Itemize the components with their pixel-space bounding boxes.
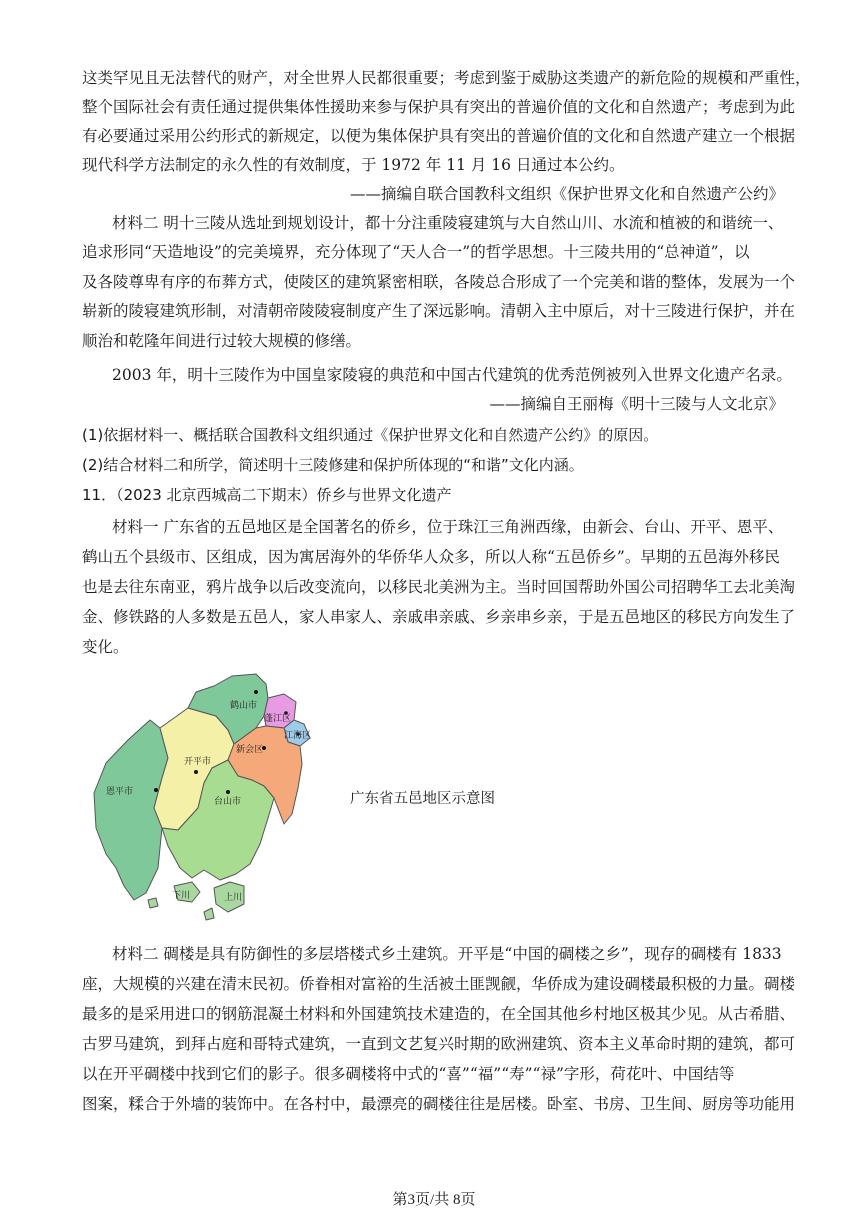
map-region-small-island	[204, 908, 214, 920]
wuyi-region-map	[88, 668, 328, 928]
paragraph-line: 最多的是采用进口的钢筋混凝土材料和外国建筑技术建造的，在全国其他乡村地区极其少见。从古希腊、	[82, 1005, 796, 1023]
question-1: (1)依据材料一、概括联合国教科文组织通过《保护世界文化和自然遗产公约》的原因。	[82, 426, 659, 444]
map-caption: 广东省五邑地区示意图	[350, 791, 495, 807]
question-11-title: 11．（2023 北京西城高二下期末）侨乡与世界文化遗产	[82, 486, 452, 504]
paragraph-line: 这类罕见且无法替代的财产，对全世界人民都很重要；考虑到鉴于威胁这类遗产的新危险的规模和严重性，	[82, 69, 811, 87]
paragraph-line: 追求形同“天造地设”的完美境界，充分体现了“天人合一”的哲学思想。十三陵共用的“总神道”，以	[82, 243, 750, 261]
paragraph-line: 变化。	[82, 638, 129, 656]
paragraph-line: 现代科学方法制定的永久性的有效制度，于 1972 年 11 月 16 日通过本公约。	[82, 156, 625, 174]
map-label-taishan: 台山市	[214, 797, 242, 807]
paragraph-line: 金、修铁路的人多数是五邑人，家人串家人、亲戚串亲戚、乡亲串乡亲，于是五邑地区的移民方向发生了	[82, 608, 796, 626]
source-citation: ——摘编自联合国教科文组织《保护世界文化和自然遗产公约》	[349, 185, 784, 203]
paragraph-line: 及各陵尊卑有序的布葬方式，使陵区的建筑紧密相联，各陵总合形成了一个完美和谐的整体，发展为一个	[82, 273, 796, 291]
question-2: (2)结合材料二和所学，简述明十三陵修建和保护所体现的“和谐”文化内涵。	[82, 456, 584, 474]
paragraph-line: 也是去往东南亚，鸦片战争以后改变流向，以移民北美洲为主。当时回国帮助外国公司招聘华工去北美淘	[82, 578, 796, 596]
map-label-heshan: 鹤山市	[230, 701, 258, 711]
map-label-pengjiang: 蓬江区	[264, 714, 292, 724]
source-citation: ——摘编自王丽梅《明十三陵与人文北京》	[489, 395, 784, 413]
map-region-small-island	[148, 898, 158, 908]
paragraph-line: 材料二 明十三陵从选址到规划设计，都十分注重陵寝建筑与大自然山川、水流和植被的和谐统一、	[112, 214, 784, 232]
page-footer: 第3页/共 8页	[392, 1192, 476, 1208]
paragraph-line: 图案，糅合于外墙的装饰中。在各村中，最漂亮的碉楼往往是居楼。卧室、书房、卫生间、厨房等功能用	[82, 1095, 796, 1113]
paragraph-line: 鹤山五个县级市、区组成，因为寓居海外的华侨华人众多，所以人称“五邑侨乡”。早期的五邑海外移民	[82, 548, 780, 566]
map-label-enping: 恩平市	[106, 787, 134, 797]
paragraph-line: 古罗马建筑，到拜占庭和哥特式建筑，一直到文艺复兴时期的欧洲建筑、资本主义革命时期的建筑，都可	[82, 1035, 796, 1053]
paragraph-line: 座，大规模的兴建在清末民初。侨眷相对富裕的生活被土匪觊觎，华侨成为建设碉楼最积极的力量。碉楼	[82, 975, 796, 993]
map-label-xiachuan: 下川	[172, 891, 191, 901]
paragraph-line: 材料一 广东省的五邑地区是全国著名的侨乡，位于珠江三角洲西缘，由新会、台山、开平、恩平、	[112, 518, 784, 536]
map-label-jianghai: 江海区	[284, 731, 312, 741]
paragraph-line: 顺治和乾隆年间进行过较大规模的修缮。	[82, 332, 362, 350]
paragraph-line: 崭新的陵寝建筑形制，对清朝帝陵陵寝制度产生了深远影响。清朝入主中原后，对十三陵进行保护，并在	[82, 302, 796, 320]
paragraph-line: 有必要通过采用公约形式的新规定，以便为集体保护具有突出的普遍价值的文化和自然遗产建立一个根据	[82, 127, 796, 145]
paragraph-line: 以在开平碉楼中找到它们的影子。很多碉楼将中式的“喜”“福”“寿”“禄”字形，荷花叶、中国结等	[82, 1065, 735, 1083]
paragraph-line: 2003 年，明十三陵作为中国皇家陵寝的典范和中国古代建筑的优秀范例被列入世界文化遗产名录。	[112, 366, 792, 384]
map-label-shangchuan: 上川	[224, 893, 243, 903]
paragraph-line: 整个国际社会有责任通过提供集体性援助来参与保护具有突出的普遍价值的文化和自然遗产；考虑到为此	[82, 98, 796, 116]
map-label-kaiping: 开平市	[184, 757, 212, 767]
paragraph-line: 材料二 碉楼是具有防御性的多层塔楼式乡土建筑。开平是“中国的碉楼之乡”，现存的碉楼有 1833	[112, 945, 782, 963]
map-label-xinhui: 新会区	[236, 745, 264, 755]
